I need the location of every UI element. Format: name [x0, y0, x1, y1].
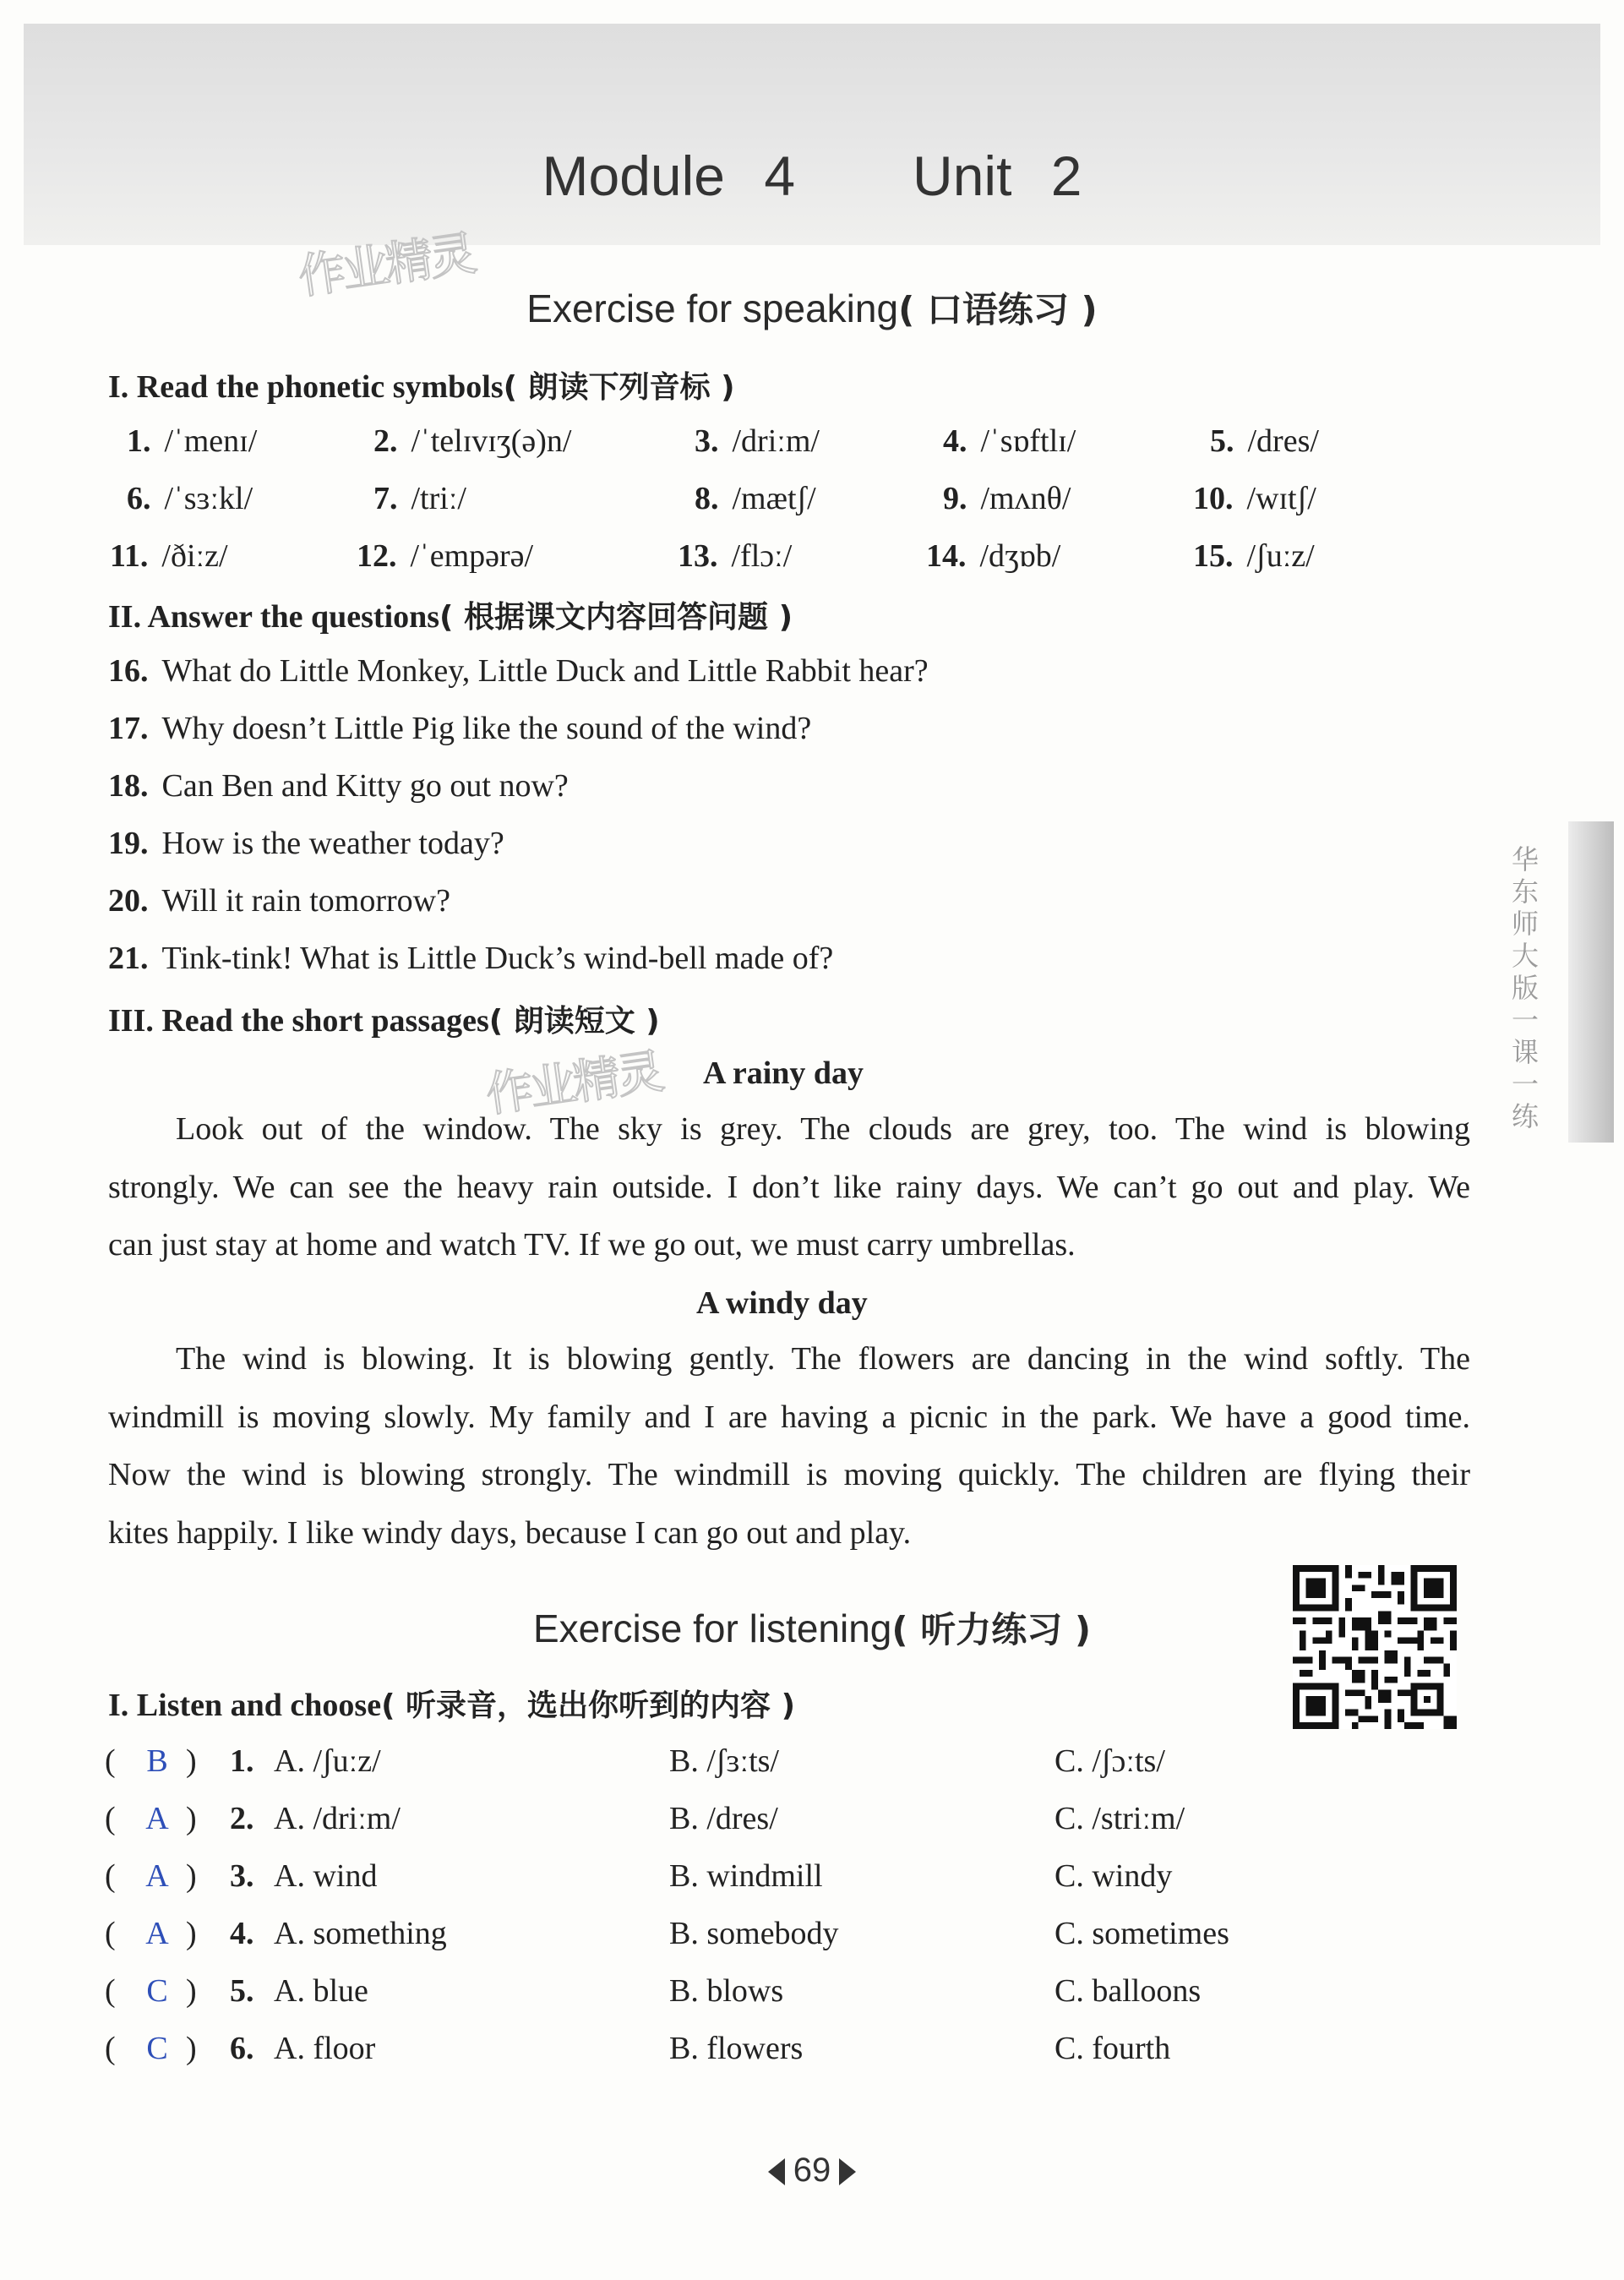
question-item: 19. How is the weather today? — [108, 826, 504, 861]
listen-heading-cn: ( 听录音，选出你听到的内容 ) — [381, 1688, 796, 1723]
page-number — [0, 2152, 1624, 2190]
option-a: A. wind — [274, 1858, 378, 1894]
speaking-title-en: Exercise for speaking — [526, 286, 899, 330]
phonetic-item: 13. /flɔː/ — [678, 538, 793, 574]
part3-heading — [108, 997, 660, 1040]
question-item: 18. Can Ben and Kitty go out now? — [108, 768, 569, 804]
passage-line: Now the wind is blowing strongly. The windmill is moving quickly. The children are flying their — [108, 1457, 1470, 1492]
phonetic-item: 11. /ðiːz/ — [110, 538, 228, 574]
part2-heading-cn: ( 根据课文内容回答问题 ) — [439, 600, 793, 635]
option-a: A. /ʃuːz/ — [274, 1743, 381, 1779]
phonetic-item: 3. /driːm/ — [695, 423, 820, 459]
part1-heading — [108, 363, 735, 406]
question-item: 17. Why doesn’t Little Pig like the sound of the wind? — [108, 711, 812, 746]
answer-mark: A — [145, 1801, 169, 1836]
phonetic-item: 12. /ˈempərə/ — [357, 538, 534, 574]
next-arrow-icon — [839, 2158, 856, 2185]
passage-line: can just stay at home and watch TV. If we go out, we must carry umbrellas. — [108, 1227, 1076, 1263]
header-band — [24, 24, 1600, 245]
listen-heading-en: I. Listen and choose — [108, 1688, 382, 1723]
paren-close: ) — [186, 1916, 197, 1951]
choice-number: 5. — [230, 1973, 254, 2009]
paren-close: ) — [186, 1743, 197, 1779]
speaking-section-title — [0, 282, 1624, 333]
phonetic-item: 9. /mʌnθ/ — [943, 481, 1071, 516]
answer-mark: C — [146, 1973, 168, 2009]
option-c: C. /striːm/ — [1055, 1801, 1185, 1836]
phonetic-item: 10. /wɪtʃ/ — [1193, 481, 1316, 516]
option-c: C. sometimes — [1055, 1916, 1229, 1951]
option-c: C. fourth — [1055, 2031, 1171, 2066]
paren-open: ( — [105, 1973, 116, 2009]
side-tab — [1568, 821, 1614, 1143]
paren-open: ( — [105, 1743, 116, 1779]
phonetic-item: 8. /mætʃ/ — [695, 481, 816, 516]
listen-part1-heading — [108, 1682, 795, 1725]
passage-title: A rainy day — [703, 1055, 864, 1091]
passage-line: Look out of the window. The sky is grey. The clouds are grey, too. The wind is blowing — [176, 1111, 1470, 1147]
answer-mark: B — [146, 1743, 168, 1779]
phonetic-item: 6. /ˈsɜːkl/ — [127, 481, 253, 516]
listening-title-cn: ( 听力练习 ) — [891, 1609, 1092, 1650]
option-a: A. something — [274, 1916, 447, 1951]
listening-section-title — [0, 1602, 1624, 1653]
option-a: A. /driːm/ — [274, 1801, 401, 1836]
answer-mark: A — [145, 1858, 169, 1894]
option-b: B. /dres/ — [669, 1801, 778, 1836]
paren-close: ) — [186, 2031, 197, 2066]
paren-open: ( — [105, 1916, 116, 1951]
passage-line: windmill is moving slowly. My family and I are having a picnic in the park. We have a good time. — [108, 1399, 1470, 1435]
paren-open: ( — [105, 1858, 116, 1894]
option-b: B. somebody — [669, 1916, 839, 1951]
option-c: C. balloons — [1055, 1973, 1202, 2009]
passage-line: The wind is blowing. It is blowing gently. The flowers are dancing in the wind softly. The — [176, 1341, 1470, 1377]
answer-mark: C — [146, 2031, 168, 2066]
part1-heading-en: I. Read the phonetic symbols — [108, 369, 504, 405]
answer-mark: A — [145, 1916, 169, 1951]
question-item: 20. Will it rain tomorrow? — [108, 883, 450, 919]
option-b: B. blows — [669, 1973, 784, 2009]
option-a: A. floor — [274, 2031, 376, 2066]
page-number-text: 69 — [793, 2152, 831, 2189]
phonetic-item: 7. /triː/ — [373, 481, 466, 516]
phonetic-item: 1. /ˈmenɪ/ — [127, 423, 258, 459]
part3-heading-cn: ( 朗读短文 ) — [488, 1004, 660, 1039]
question-item: 16. What do Little Monkey, Little Duck and Little Rabbit hear? — [108, 653, 929, 689]
module-title: Module 4 Unit 2 — [542, 145, 1082, 207]
question-item: 21. Tink-tink! What is Little Duck’s wind-bell made of? — [108, 941, 834, 976]
choice-number: 3. — [230, 1858, 254, 1894]
phonetic-item: 2. /ˈtelɪvɪʒ(ə)n/ — [373, 423, 572, 459]
listening-title-en: Exercise for listening — [532, 1606, 892, 1650]
phonetic-item: 5. /dres/ — [1210, 423, 1319, 459]
option-a: A. blue — [274, 1973, 368, 2009]
paren-open: ( — [105, 2031, 116, 2066]
passage-line: kites happily. I like windy days, because I can go out and play. — [108, 1514, 912, 1551]
choice-number: 1. — [230, 1743, 254, 1779]
choice-number: 4. — [230, 1916, 254, 1951]
part2-heading-en: II. Answer the questions — [108, 599, 440, 635]
choice-number: 6. — [230, 2031, 254, 2066]
choice-number: 2. — [230, 1801, 254, 1836]
paren-close: ) — [186, 1858, 197, 1894]
passage-line: strongly. We can see the heavy rain outside. I don’t like rainy days. We can’t go out and play. We — [108, 1169, 1470, 1205]
passage-title: A windy day — [696, 1285, 868, 1321]
side-tab-text: 华东师大版一课一练 — [1507, 845, 1540, 1134]
part2-heading — [108, 593, 793, 636]
prev-arrow-icon — [768, 2158, 785, 2185]
phonetic-item: 15. /ʃuːz/ — [1193, 538, 1315, 574]
part1-heading-cn: ( 朗读下列音标 ) — [503, 370, 735, 405]
option-b: B. windmill — [669, 1858, 823, 1894]
part3-heading-en: III. Read the short passages — [108, 1003, 489, 1039]
paren-close: ) — [186, 1973, 197, 2009]
paren-close: ) — [186, 1801, 197, 1836]
option-b: B. flowers — [669, 2031, 804, 2066]
option-b: B. /ʃɜːts/ — [669, 1743, 779, 1779]
phonetic-item: 14. /dʒɒb/ — [926, 538, 1061, 574]
option-c: C. /ʃɔːts/ — [1055, 1743, 1165, 1779]
speaking-title-cn: ( 口语练习 ) — [898, 289, 1098, 330]
option-c: C. windy — [1055, 1858, 1173, 1894]
passage-rainy — [108, 1100, 1470, 1274]
watermark: 作业精灵 — [482, 1044, 665, 1124]
phonetic-item: 4. /ˈsɒftlɪ/ — [943, 423, 1076, 459]
paren-open: ( — [105, 1801, 116, 1836]
watermark: 作业精灵 — [295, 226, 477, 306]
passage-windy — [108, 1330, 1470, 1562]
